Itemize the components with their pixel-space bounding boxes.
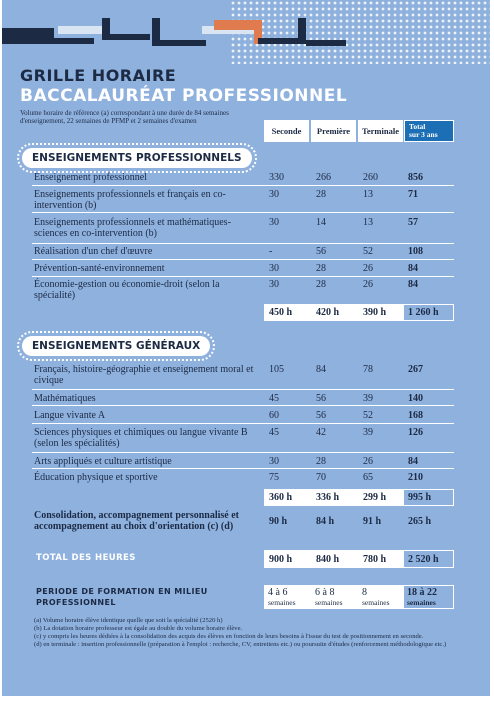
cell-premiere: 56 xyxy=(316,246,326,257)
row-label-pro-4: Réalisation d'un chef d'œuvre xyxy=(34,246,153,257)
footnotes xyxy=(34,617,474,649)
cell-seconde: 30 xyxy=(269,217,279,228)
cell-premiere: 56 xyxy=(316,393,326,404)
cell-premiere: 28 xyxy=(316,263,326,274)
consolidation-label: Consolidation, accompagnement personnalisé et accompagnement au choix d'orientation (c) (d) xyxy=(34,510,239,532)
subtotal-premiere: 420 h xyxy=(316,307,340,318)
total-hours-terminale: 780 h xyxy=(363,554,387,565)
row-label-gen-5: Arts appliqués et culture artistique xyxy=(34,456,172,467)
row-divider xyxy=(32,389,454,390)
pfmp-premiere-value: 6 à 8 xyxy=(315,587,335,598)
cell-terminale: 260 xyxy=(363,172,378,183)
cell-seconde: 60 xyxy=(269,410,279,421)
row-divider xyxy=(32,452,454,453)
cell-seconde: 45 xyxy=(269,393,279,404)
pfmp-total xyxy=(407,588,437,608)
document-page xyxy=(2,0,490,696)
cell-premiere: 14 xyxy=(316,217,326,228)
cell-total: 84 xyxy=(408,279,418,290)
row-label-gen-3: Langue vivante A xyxy=(34,410,106,421)
cell-terminale: 26 xyxy=(363,279,373,290)
cell-total: 126 xyxy=(408,427,423,438)
cell-terminale: 52 xyxy=(363,246,373,257)
row-label-gen-2: Mathématiques xyxy=(34,393,96,404)
consolidation-seconde: 90 h xyxy=(269,516,288,527)
cell-seconde: 330 xyxy=(269,172,284,183)
column-header-premiere: Première xyxy=(311,120,356,142)
cell-total: 71 xyxy=(408,189,418,200)
cell-premiere: 56 xyxy=(316,410,326,421)
row-label-pro-5: Prévention-santé-environnement xyxy=(34,263,165,274)
subtotal-total: 995 h xyxy=(408,492,432,503)
cell-seconde: 30 xyxy=(269,189,279,200)
cell-total: 856 xyxy=(408,172,423,183)
title-line-1: GRILLE HORAIRE xyxy=(20,66,177,85)
row-divider xyxy=(32,185,454,186)
cell-total: 84 xyxy=(408,263,418,274)
pfmp-premiere-unit: semaines xyxy=(315,598,343,607)
cell-total: 57 xyxy=(408,217,418,228)
subtotal-terminale: 390 h xyxy=(363,307,387,318)
cell-terminale: 13 xyxy=(363,217,373,228)
row-divider xyxy=(32,468,454,469)
row-divider xyxy=(32,276,454,277)
header-stripes-decoration xyxy=(2,0,362,60)
cell-premiere: 70 xyxy=(316,472,326,483)
column-header-seconde: Seconde xyxy=(264,120,309,142)
section-heading-professionnels: ENSEIGNEMENTS PROFESSIONNELS xyxy=(22,148,252,168)
row-label-gen-1: Français, histoire-géographie et enseignement moral et civique xyxy=(34,364,254,386)
cell-terminale: 65 xyxy=(363,472,373,483)
pfmp-total-unit: semaines xyxy=(407,598,436,607)
footnote-b: (b) La dotation horaire professeur est égale au double du volume horaire élève. xyxy=(34,625,243,632)
row-divider xyxy=(32,259,454,260)
cell-seconde: 45 xyxy=(269,427,279,438)
cell-seconde: 75 xyxy=(269,472,279,483)
pfmp-label: PERIODE DE FORMATION EN MILIEU PROFESSIONNEL xyxy=(36,587,208,607)
consolidation-total: 265 h xyxy=(408,516,432,527)
row-label-pro-3: Enseignements professionnels et mathématiques-sciences en co-intervention (b) xyxy=(34,217,231,239)
pfmp-terminale-unit: semaines xyxy=(362,598,390,607)
consolidation-terminale: 91 h xyxy=(363,516,382,527)
cell-seconde: 30 xyxy=(269,456,279,467)
row-divider xyxy=(32,212,454,213)
column-header-total-line2: sur 3 ans xyxy=(409,130,438,139)
cell-terminale: 78 xyxy=(363,364,373,375)
row-label-pro-6: Économie-gestion ou économie-droit (selon la spécialité) xyxy=(34,279,220,301)
cell-terminale: 13 xyxy=(363,189,373,200)
total-hours-total: 2 520 h xyxy=(408,554,439,565)
cell-premiere: 28 xyxy=(316,456,326,467)
title-line-2: BACCALAURÉAT PROFESSIONNEL xyxy=(20,86,348,106)
column-header-total xyxy=(404,120,454,142)
cell-premiere: 28 xyxy=(316,279,326,290)
row-divider xyxy=(32,405,454,406)
subtotal-premiere: 336 h xyxy=(316,492,340,503)
cell-total: 84 xyxy=(408,456,418,467)
cell-total: 168 xyxy=(408,410,423,421)
intro-text: Volume horaire de référence (a) correspondant à une durée de 84 semaines d'enseignement, 22 semaines de PFMP et 2 semaines d'examen xyxy=(20,109,229,125)
cell-seconde: 30 xyxy=(269,279,279,290)
column-header-total-line1: Total xyxy=(409,122,426,131)
cell-premiere: 84 xyxy=(316,364,326,375)
cell-terminale: 39 xyxy=(363,427,373,438)
cell-total: 210 xyxy=(408,472,423,483)
cell-total: 267 xyxy=(408,364,423,375)
section-heading-generaux: ENSEIGNEMENTS GÉNÉRAUX xyxy=(22,336,210,356)
subtotal-seconde: 360 h xyxy=(269,492,293,503)
cell-terminale: 39 xyxy=(363,393,373,404)
row-label-gen-6: Éducation physique et sportive xyxy=(34,472,158,483)
row-divider xyxy=(32,243,454,244)
pfmp-terminale xyxy=(362,588,390,608)
total-hours-premiere: 840 h xyxy=(316,554,340,565)
subtotal-seconde: 450 h xyxy=(269,307,293,318)
consolidation-premiere: 84 h xyxy=(316,516,335,527)
cell-total: 108 xyxy=(408,246,423,257)
cell-premiere: 42 xyxy=(316,427,326,438)
footnote-c: (c) y compris les heures dédiées à la consolidation des acquis des élèves en fonction de leurs besoins à l'issue du test de positionnement en seconde. xyxy=(34,633,424,640)
pfmp-terminale-value: 8 xyxy=(362,587,367,598)
pfmp-premiere xyxy=(315,588,343,608)
cell-seconde: - xyxy=(269,246,273,257)
pfmp-seconde xyxy=(268,588,296,608)
cell-premiere: 266 xyxy=(316,172,331,183)
row-divider xyxy=(32,423,454,424)
column-header-terminale: Terminale xyxy=(358,120,403,142)
row-label-gen-4: Sciences physiques et chimiques ou langue vivante B (selon les spécialités) xyxy=(34,427,248,449)
footnote-a: (a) Volume horaire élève identique quelle que soit la spécialité (2520 h) xyxy=(34,617,223,624)
cell-terminale: 26 xyxy=(363,263,373,274)
cell-seconde: 30 xyxy=(269,263,279,274)
cell-terminale: 26 xyxy=(363,456,373,467)
pfmp-seconde-value: 4 à 6 xyxy=(268,587,288,598)
cell-total: 140 xyxy=(408,393,423,404)
total-heures-label: TOTAL DES HEURES xyxy=(36,553,136,563)
cell-terminale: 52 xyxy=(363,410,373,421)
cell-seconde: 105 xyxy=(269,364,284,375)
subtotal-total: 1 260 h xyxy=(408,307,439,318)
pfmp-total-value: 18 à 22 xyxy=(407,587,437,598)
row-label-pro-2: Enseignements professionnels et français en co-intervention (b) xyxy=(34,189,226,211)
pfmp-seconde-unit: semaines xyxy=(268,598,296,607)
total-hours-seconde: 900 h xyxy=(269,554,293,565)
subtotal-terminale: 299 h xyxy=(363,492,387,503)
row-label-pro-1: Enseignement professionnel xyxy=(34,172,148,183)
footnote-d: (d) en terminale : insertion professionnelle (préparation à l'emploi : recherche, CV, entretiens etc.) ou poursuite d'études (renforcement méthodologique etc.) xyxy=(34,641,447,648)
cell-premiere: 28 xyxy=(316,189,326,200)
